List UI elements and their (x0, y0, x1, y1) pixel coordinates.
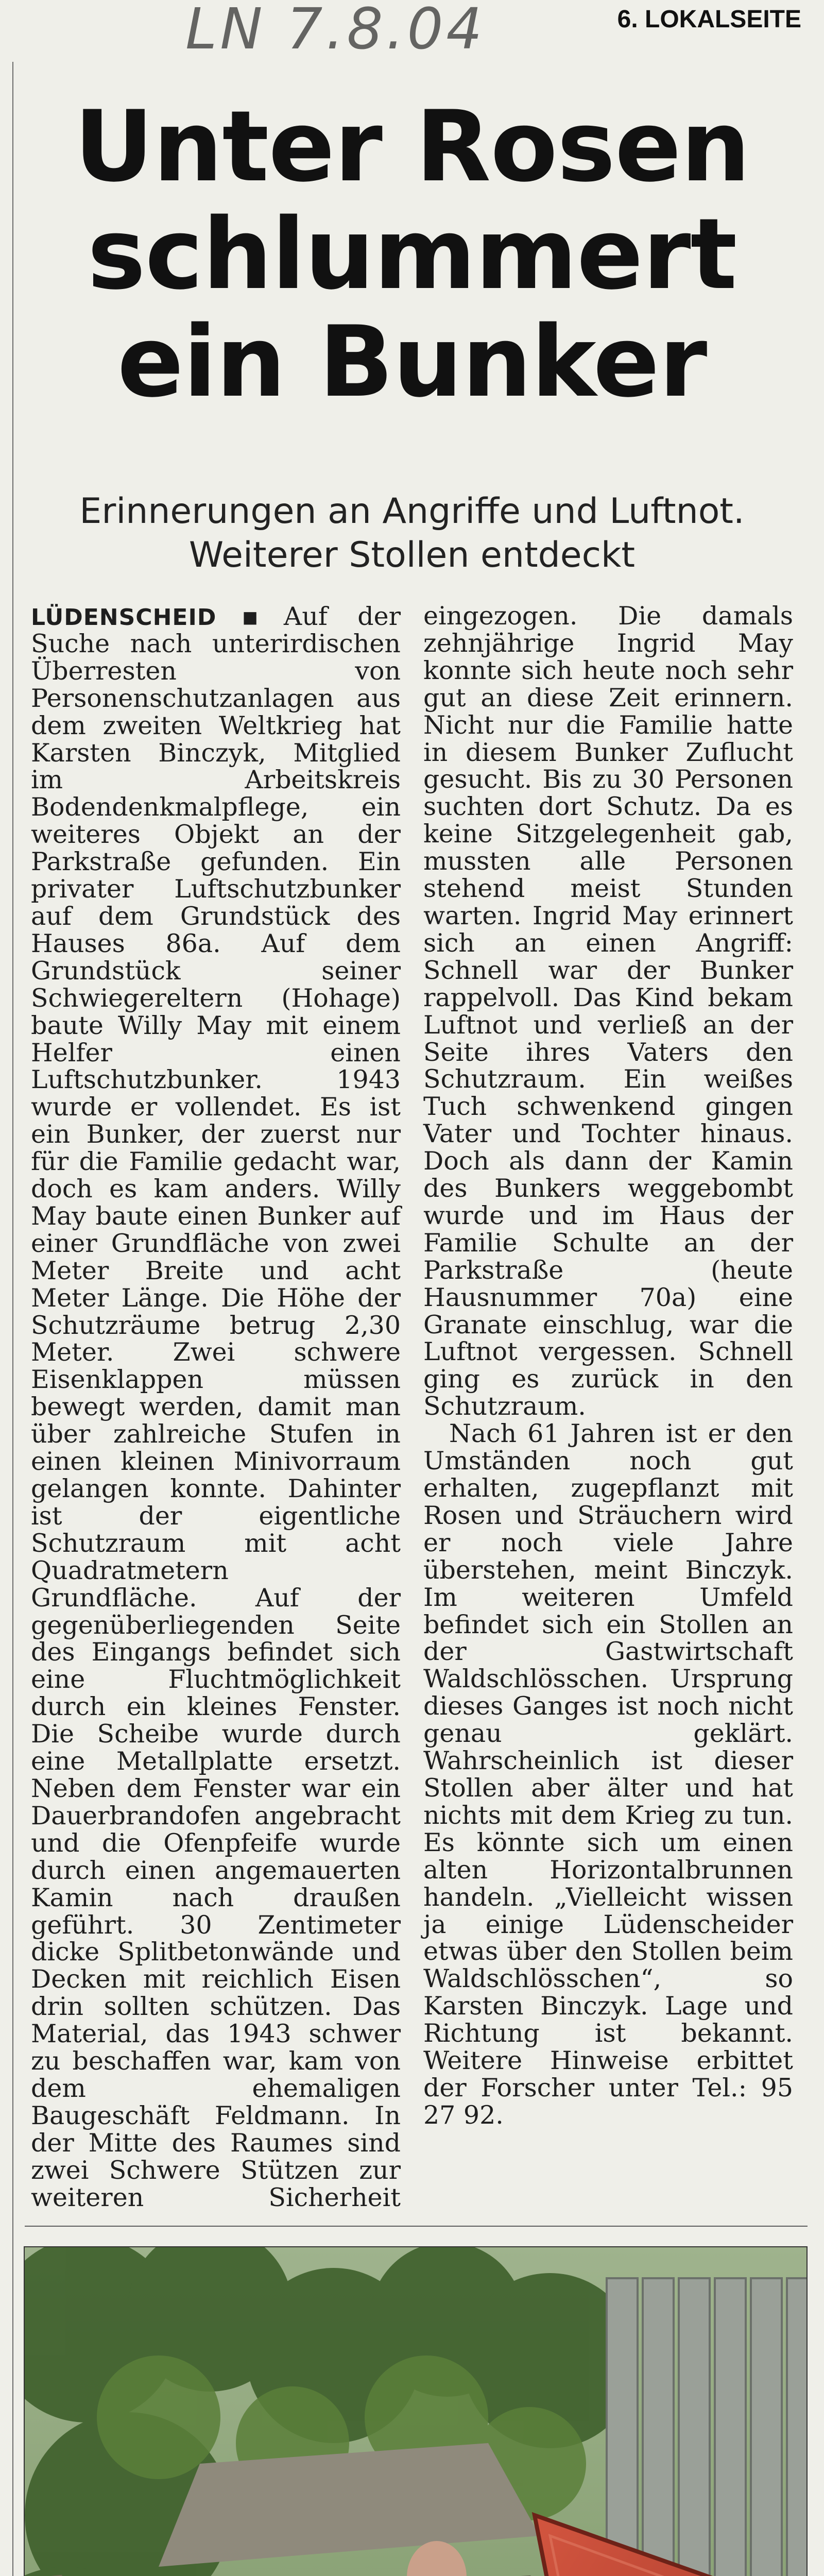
article-headline: Unter Rosen schlummert ein Bunker (74, 90, 750, 419)
paragraph-text: Auf der Suche nach unterirdischen Überresten von Personenschutzanlagen aus dem zweiten Weltkrieg hat Karsten Binczyk, Mitglied im Arbeitskreis Bodendenkmalpflege, ein weiteres Objekt an der Parkstraße gefunden. Ein privater Luftschutzbunker auf dem Grundstück des Hauses 86a. Auf dem Grundstück seiner Schwiegereltern (Hohage) baute Willy May mit einem Helfer einen Luftschutzbunker. 1943 wurde er vollendet. Es ist ein Bunker, der zuerst nur für die Familie gedacht war, doch es kam anders. Willy May baute einen Bunker auf einer Grundfläche von zwei Meter Breite und acht Meter Länge. Die Höhe der Schutzräume betrug 2,30 Meter. Zwei schwere Eisenklappen müssen bewegt werden, damit man über zahlreiche Stufen in einen kleinen Minivorraum gelangen konnte. Dahinter ist der eigentliche Schutzraum mit acht Quadratmetern Grundfläche. Auf der gegenüberliegenden Seite des Eingangs befindet sich eine Fluchtmöglichkeit durch ein kleines Fenster. Die Scheibe wurde durch eine Metallplatte ersetzt. Neben dem Fenster war ein Dauerbrandofen angebracht und die Ofenpfeife wurde durch einen angemauerten Kamin nach draußen geführt. 30 Zentimeter dicke Splitbetonwände und Decken mit reichlich Eisen drin sollten schützen. Das Material, das 1943 schwer zu beschaffen war, kam von dem ehemaligen Baugeschäft Feldmann. In der Mitte des Raumes sind zwei Schwere Stützen zur weiteren Sicherheit eingezogen. Die damals zehnjährige Ingrid May konnte sich heute noch sehr gut an diese Zeit erinnern. Nicht nur die Familie hatte in diesem Bunker Zuflucht gesucht. Bis zu 30 Personen suchten dort Schutz. Da es keine Sitzgelegenheit gab, mussten alle Personen stehend meist Stunden warten. Ingrid May erinnert sich an einen Angriff: Schnell war der Bunker rappelvoll. Das Kind bekam Luftnot und verließ an der Seite ihres Vaters den Schutzraum. Ein weißes Tuch schwenkend gingen Vater und Tochter hinaus. Doch als dann der Kamin des Bunkers weggebombt wurde und im Haus der Familie Schulte an der Parkstraße (heute Hausnummer 70a) eine Granate einschlug, war die Luftnot vergessen. Schnell ging es zurück in den Schutzraum. (31, 601, 793, 2212)
wooden-fence (607, 2278, 806, 2576)
bunker-photo-illustration (25, 2247, 806, 2576)
article-paragraph (423, 1420, 793, 2129)
bunker-photo (24, 2246, 808, 2576)
dateline: LÜDENSCHEID (31, 604, 217, 631)
paragraph-text: Nach 61 Jahren ist er den Umständen noch gut erhalten, zugepflanzt mit Rosen und Sträuchern wird er noch viele Jahre überstehen, meint Binczyk. Im weiteren Umfeld befindet sich ein Stollen an der Gastwirtschaft Waldschlösschen. Ursprung dieses Ganges ist noch nicht genau geklärt. Wahrscheinlich ist dieser Stollen aber älter und hat nichts mit dem Krieg zu tun. Es könnte sich um einen alten Horizontalbrunnen handeln. „Vielleicht wissen ja einige Lüdenscheider etwas über den Stollen beim Waldschlösschen“, so Karsten Binczyk. Lage und Richtung ist bekannt. Weitere Hinweise erbittet der Forscher unter Tel.: 95 27 92. (423, 1419, 793, 2130)
photo-divider (25, 2226, 808, 2227)
bullet-icon: ▪ (219, 601, 281, 631)
section-label: 6. LOKALSEITE (617, 6, 801, 33)
article-body (31, 603, 793, 2226)
article-subheadline: Erinnerungen an Angriffe und Luftnot. Weiterer Stollen entdeckt (79, 491, 745, 575)
column-rule (12, 62, 13, 2576)
handwritten-date: LN 7.8.04 (185, 0, 486, 62)
page-header (0, 0, 824, 62)
